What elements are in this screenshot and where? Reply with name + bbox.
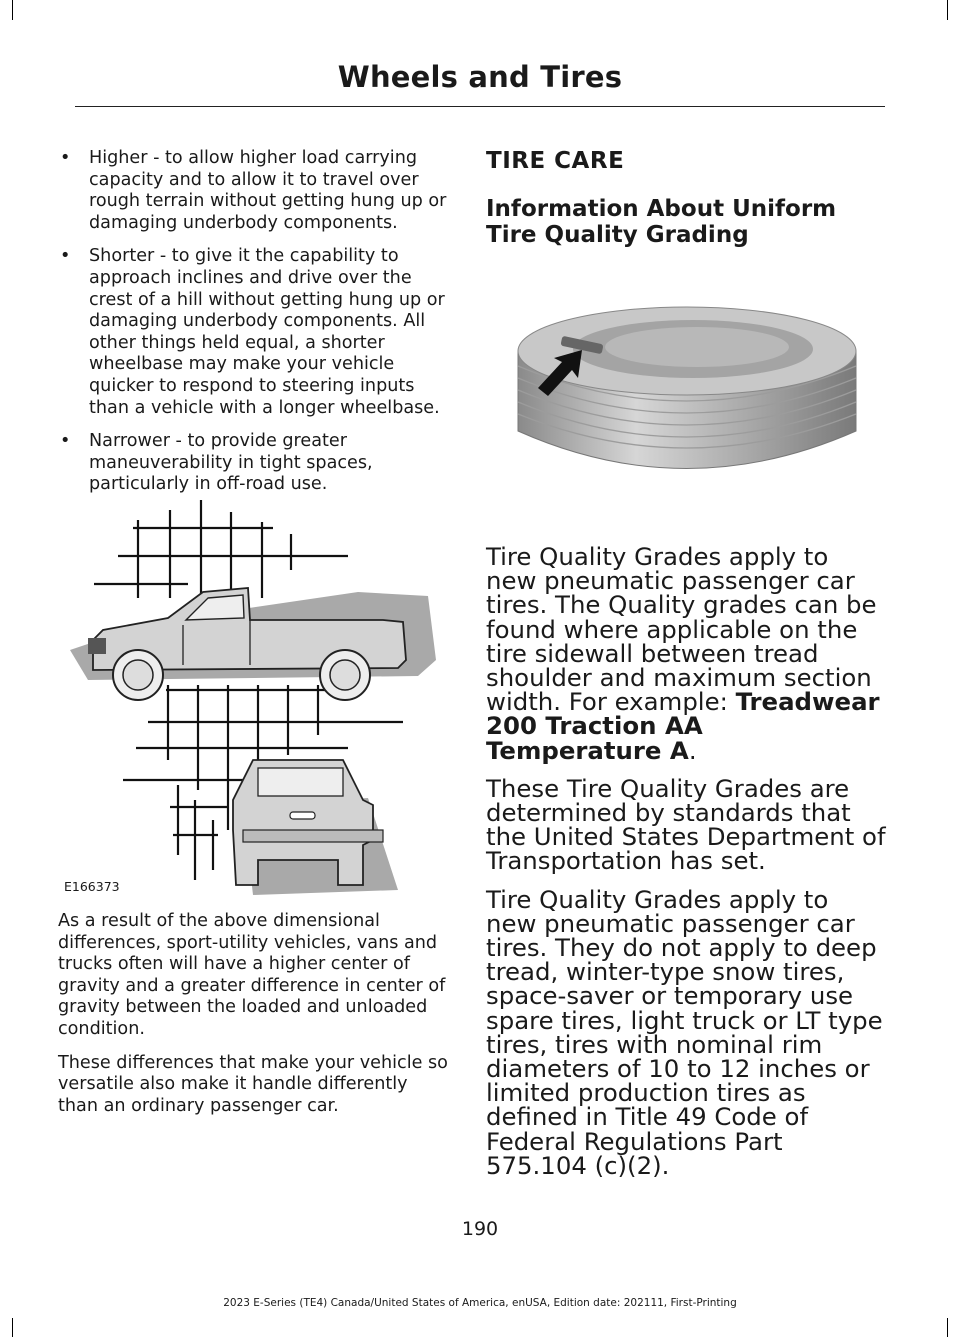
right-lower-text xyxy=(486,542,886,1192)
bullet-list xyxy=(58,148,448,496)
footer-text: 2023 E-Series (TE4) Canada/United States of America, enUSA, Edition date: 202111, First-Printing xyxy=(223,1297,737,1309)
bullet-marker: • xyxy=(60,148,71,168)
sub-heading: Information About Uniform Tire Quality Grading xyxy=(486,196,837,248)
paragraph: As a result of the above dimensional differences, sport-utility vehicles, vans and trucks often will have a higher center of gravity and a greater difference in center of gravity between the loaded and unloaded condition. xyxy=(58,911,446,1039)
list-item xyxy=(58,148,448,234)
section-heading: TIRE CARE xyxy=(486,148,625,174)
bullet-marker: • xyxy=(60,246,71,267)
list-item xyxy=(58,431,448,496)
figure-id: E166373 xyxy=(64,879,120,894)
paragraph: Tire Quality Grades apply to new pneumatic passenger car tires. They do not apply to deep tread, winter-type snow tires, space-saver or temporary use spare tires, light truck or LT type tires, tires with nominal rim diameters of 10 to 12 inches or limited production tires as defined in Title 49 Code of Federal Regulations Part 575.104 (c)(2). xyxy=(486,884,883,1180)
crop-mark xyxy=(12,1318,13,1337)
crop-mark xyxy=(947,1318,948,1337)
crop-mark xyxy=(12,0,13,20)
paragraph: These Tire Quality Grades are determined by standards that the United States Department of Transportation has set. xyxy=(486,773,886,876)
bullet-text: Higher - to allow higher load carrying capacity and to allow it to travel over rough terrain without getting hung up or damaging underbody components. xyxy=(89,148,447,233)
header-divider xyxy=(75,106,885,107)
paragraph: These differences that make your vehicle so versatile also make it handle differently than an ordinary passenger car. xyxy=(58,1052,448,1116)
bullet-text: Narrower - to provide greater maneuverability in tight spaces, particularly in off-road use. xyxy=(89,431,373,495)
right-column xyxy=(486,146,886,248)
bullet-text: Shorter - to give it the capability to approach inclines and drive over the crest of a hill without getting hung up or damaging underbody components. All other things held equal, a shorter wheelbase may make your vehicle quicker to respond to steering inputs than a vehicle with a longer wheelbase. xyxy=(89,246,445,418)
page-title: Wheels and Tires xyxy=(337,60,623,94)
left-column xyxy=(58,148,448,508)
left-lower-text xyxy=(58,911,450,1129)
example-grade: Treadwear 200 Traction AA Temperature A xyxy=(486,687,880,765)
crop-mark xyxy=(947,0,948,20)
paragraph-text: Tire Quality Grades apply to new pneumatic passenger car tires. The Quality grades can be found where applicable on the tire sidewall between tread shoulder and maximum section width. For example: xyxy=(486,542,877,717)
page-number: 190 xyxy=(461,1218,499,1240)
paragraph-end: . xyxy=(688,735,697,765)
list-item xyxy=(58,246,448,419)
vehicle-dimensions-illustration xyxy=(58,500,448,905)
paragraph xyxy=(486,542,886,765)
bullet-marker: • xyxy=(60,431,71,452)
tire-illustration xyxy=(486,296,886,496)
